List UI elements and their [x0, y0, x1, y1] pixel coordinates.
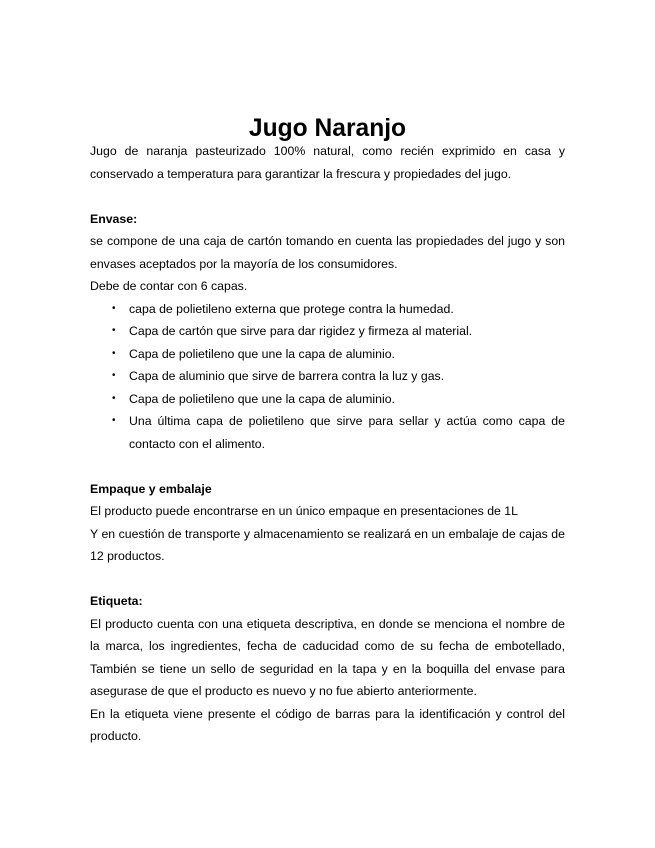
list-item: [90, 298, 565, 321]
empaque-paragraph-1: El producto puede encontrarse en un único empaque en presentaciones de 1L: [90, 504, 518, 518]
empaque-paragraph-2: Y en cuestión de transporte y almacenamiento se realizará en un embalaje de cajas de 12 productos.: [90, 526, 565, 563]
list-item-text: Una última capa de polietileno que sirve para sellar y actúa como capa de contacto con el alimento.: [129, 414, 565, 451]
spacer: [90, 455, 565, 478]
list-item: [90, 388, 565, 411]
bullet-icon: •: [112, 392, 116, 404]
list-item: [90, 365, 565, 388]
etiqueta-paragraph-1: El producto cuenta con una etiqueta descriptiva, en donde se menciona el nombre de la marca, los ingredientes, fecha de caducidad como de su fecha de embotellado, También se tiene un sello de seguridad en la tapa y en la boquilla del envase para asegurase de que el producto es nuevo y no fue abierto anteriormente.: [90, 616, 565, 698]
list-item-text: capa de polietileno externa que protege contra la humedad.: [129, 301, 454, 316]
bullet-icon: •: [112, 415, 116, 426]
bullet-icon: •: [112, 370, 116, 381]
bullet-icon: •: [112, 325, 116, 336]
intro-paragraph: Jugo de naranja pasteurizado 100% natural, como recién exprimido en casa y conservado a temperatura para garantizar la frescura y propiedades del jugo.: [90, 144, 565, 181]
envase-heading: Envase:: [90, 211, 138, 226]
bullet-icon: •: [112, 347, 116, 359]
list-item: [90, 410, 565, 455]
list-item: [90, 320, 565, 343]
envase-paragraph: se compone de una caja de cartón tomando en cuenta las propiedades del jugo y son envases aceptados por la mayoría de los consumidores.: [90, 234, 565, 271]
bullet-icon: •: [112, 302, 116, 314]
list-item-text: Capa de cartón que sirve para dar rigidez y firmeza al material.: [129, 324, 473, 338]
list-item-text: Capa de aluminio que sirve de barrera contra la luz y gas.: [129, 369, 445, 383]
envase-layers-intro: Debe de contar con 6 capas.: [90, 279, 248, 293]
etiqueta-paragraph-2: En la etiqueta viene presente el código de barras para la identificación y control del producto.: [90, 706, 565, 743]
document-page: [90, 115, 565, 748]
list-item-text: Capa de polietileno que une la capa de aluminio.: [129, 346, 395, 361]
document-title: Jugo Naranjo: [248, 115, 407, 142]
etiqueta-heading: Etiqueta:: [90, 594, 143, 608]
layers-list: [90, 298, 565, 456]
empaque-heading: Empaque y embalaje: [90, 481, 212, 496]
spacer: [90, 568, 565, 591]
list-item-text: Capa de polietileno que une la capa de aluminio.: [129, 391, 395, 406]
list-item: [90, 343, 565, 366]
spacer: [90, 185, 565, 208]
